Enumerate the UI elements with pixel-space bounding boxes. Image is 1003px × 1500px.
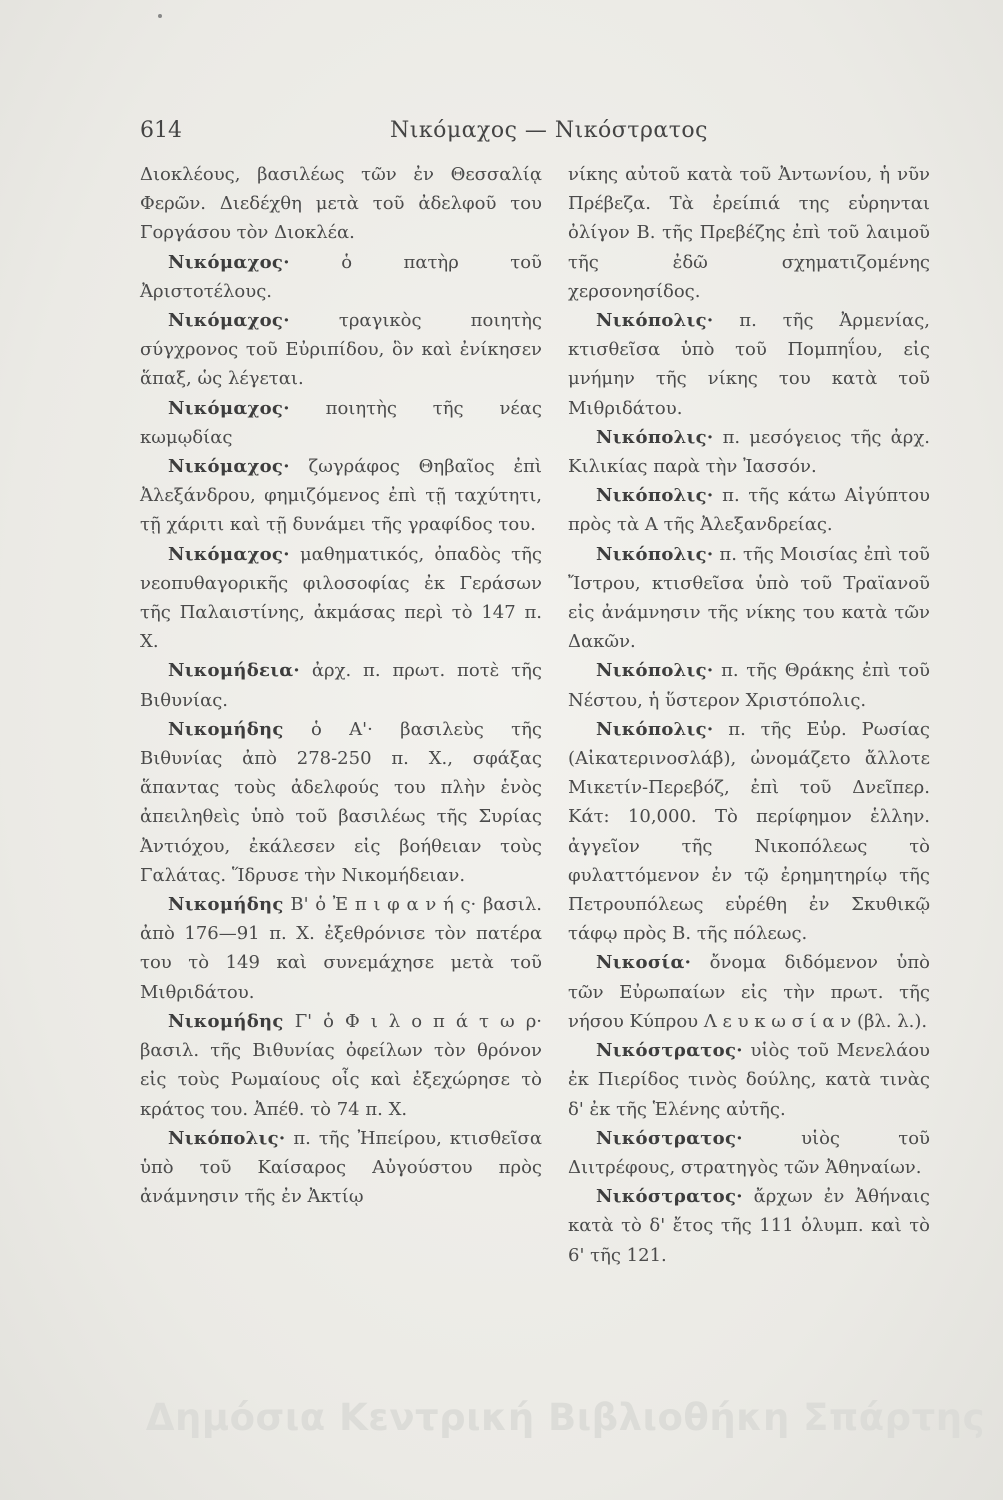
entry-headword: Νικόπολις· — [596, 426, 714, 448]
right-column — [568, 160, 930, 1270]
entry-text: υἱὸς τοῦ Διιτρέφους, στρατηγὸς τῶν Ἀθηναίων. — [568, 1127, 930, 1178]
dictionary-entry — [568, 1036, 930, 1124]
entry-headword: Νικόμαχος· — [168, 397, 290, 419]
entry-headword: Νικόπολις· — [596, 310, 714, 332]
dictionary-entry — [568, 160, 930, 306]
page-number: 614 — [140, 118, 182, 143]
library-watermark: Δημόσια Κεντρική Βιβλιοθήκη Σπάρτης — [145, 1396, 985, 1439]
entry-text: ὁ πατὴρ τοῦ Ἀριστοτέλους. — [140, 251, 542, 302]
dictionary-entry — [140, 306, 542, 394]
entry-headword: Νικόπολις· — [596, 543, 714, 565]
dictionary-entry — [140, 656, 542, 714]
dictionary-entry — [568, 948, 930, 1036]
entry-headword: Νικόπολις· — [596, 718, 714, 740]
entry-text: μαθηματικός, ὀπαδὸς τῆς νεοπυθαγορικῆς φιλοσοφίας ἐκ Γεράσων τῆς Παλαιστίνης, ἀκμάσας περὶ τὸ 147 π. Χ. — [140, 543, 542, 653]
entry-headword: Νικόμαχος· — [168, 543, 290, 565]
speck-mark — [158, 14, 162, 18]
dictionary-entry — [568, 423, 930, 481]
entry-text: π. τῆς Θράκης ἐπὶ τοῦ Νέστου, ἡ ὕστερον Χριστόπολις. — [568, 660, 930, 711]
entry-headword: Νικόμαχος· — [168, 456, 290, 478]
dictionary-entry — [140, 1124, 542, 1212]
dictionary-entry — [568, 656, 930, 714]
entry-headword: Νικόστρατος· — [596, 1127, 743, 1149]
dictionary-entry — [140, 540, 542, 657]
entry-text: π. τῆς Ἠπείρου, κτισθεῖσα ὑπὸ τοῦ Καίσαρος Αὐγούστου πρὸς ἀνάμνησιν τῆς ἐν Ἀκτίῳ — [140, 1127, 542, 1208]
entry-text: τραγικὸς ποιητὴς σύγχρονος τοῦ Εὐριπίδου, ὃν καὶ ἐνίκησεν ἅπαξ, ὡς λέγεται. — [140, 310, 542, 390]
entry-headword: Νικομήδεια· — [168, 660, 300, 682]
dictionary-entry — [568, 540, 930, 657]
entry-text: ὁ Α'· βασιλεὺς τῆς Βιθυνίας ἀπὸ 278-250 π. Χ., σφάξας ἅπαντας τοὺς ἀδελφούς του πλὴν ἑνὸς ἀπειληθεὶς ὑπὸ τοῦ βασιλέως τῆς Συρίας Ἀντιόχου, ἐκάλεσεν εἰς βοήθειαν τοὺς Γαλάτας. Ἵδρυσε τὴν Νικομήδειαν. — [140, 718, 542, 886]
left-column — [140, 160, 542, 1211]
entry-headword: Νικόμαχος· — [168, 251, 290, 273]
entry-headword: Νικομήδης — [168, 1010, 284, 1032]
entry-text: ζωγράφος Θηβαῖος ἐπὶ Ἀλεξάνδρου, φημιζόμενος ἐπὶ τῇ ταχύτητι, τῇ χάριτι καὶ τῇ δυνάμει τῆς γραφίδος του. — [140, 456, 542, 536]
entry-headword: Νικόμαχος· — [168, 310, 290, 332]
entry-headword: Νικόπολις· — [596, 485, 714, 507]
entry-text: ἀρχ. π. πρωτ. ποτὲ τῆς Βιθυνίας. — [140, 660, 542, 711]
dictionary-entry — [568, 1182, 930, 1270]
page-header — [140, 118, 720, 152]
dictionary-entry — [140, 715, 542, 890]
entry-text: π. τῆς κάτω Αἰγύπτου πρὸς τὰ Α τῆς Ἀλεξανδρείας. — [568, 485, 930, 536]
entry-text: νίκης αὐτοῦ κατὰ τοῦ Ἀντωνίου, ἡ νῦν Πρέβεζα. Τὰ ἐρείπιά της εὑρηνται ὀλίγον Β. τῆς Πρεβέζης ἐπὶ τοῦ λαιμοῦ τῆς ἐδῶ σχηματιζομένης χερσονησίδος. — [568, 164, 930, 302]
running-title: Νικόμαχος — Νικόστρατος — [390, 118, 708, 143]
entry-headword: Νικοσία· — [596, 952, 692, 974]
entry-headword: Νικομήδης — [168, 718, 284, 740]
entry-headword: Νικόπολις· — [168, 1127, 286, 1149]
entry-headword: Νικομήδης — [168, 894, 284, 916]
entry-text: Γ' ὁ Φ ι λ ο π ά τ ω ρ· βασιλ. τῆς Βιθυνίας ὀφείλων τὸν θρόνον εἰς τοὺς Ρωμαίους οἷς καὶ ἐξεχώρησε τὸ κράτος του. Ἀπέθ. τὸ 74 π. Χ. — [140, 1010, 542, 1120]
entry-text: ποιητὴς τῆς νέας κωμῳδίας — [140, 397, 542, 448]
entry-text: υἱὸς τοῦ Μενελάου ἐκ Πιερίδος τινὸς δούλης, κατὰ τινὰς δ' ἐκ τῆς Ἑλένης αὐτῆς. — [568, 1040, 930, 1120]
entry-headword: Νικόπολις· — [596, 660, 714, 682]
dictionary-entry — [140, 452, 542, 540]
entry-headword: Νικόστρατος· — [596, 1186, 743, 1208]
dictionary-entry — [140, 248, 542, 306]
entry-text: π. μεσόγειος τῆς ἀρχ. Κιλικίας παρὰ τὴν Ἰασσόν. — [568, 426, 930, 478]
dictionary-entry — [140, 1007, 542, 1124]
entry-text: Διοκλέους, βασιλέως τῶν ἐν Θεσσαλίᾳ Φερῶν. Διεδέχθη μετὰ τοῦ ἀδελφοῦ του Γοργάσου τὸν Διοκλέα. — [140, 164, 542, 244]
entry-text: π. τῆς Μοισίας ἐπὶ τοῦ Ἴστρου, κτισθεῖσα ὑπὸ τοῦ Τραϊανοῦ εἰς ἀνάμνησιν τῆς νίκης του κατὰ τῶν Δακῶν. — [568, 543, 930, 653]
entry-text: π. τῆς Ἀρμενίας, κτισθεῖσα ὑπὸ τοῦ Πομπηΐου, εἰς μνήμην τῆς νίκης του κατὰ τοῦ Μιθριδάτου. — [568, 310, 930, 419]
dictionary-entry — [568, 306, 930, 423]
dictionary-entry — [140, 890, 542, 1007]
entry-text: ἄρχων ἐν Ἀθήναις κατὰ τὸ δ' ἔτος τῆς 111 ὀλυμπ. καὶ τὸ 6' τῆς 121. — [568, 1186, 930, 1266]
entry-text: Β' ὁ Ἐ π ι φ α ν ή ς· βασιλ. ἀπὸ 176—91 π. Χ. ἐξεθρόνισε τὸν πατέρα του τὸ 149 καὶ συνεμάχησε μετὰ τοῦ Μιθριδάτου. — [140, 894, 542, 1003]
dictionary-entry — [568, 1124, 930, 1182]
entry-text: π. τῆς Εὐρ. Ρωσίας (Αἰκατερινοσλάβ), ὠνομάζετο ἄλλοτε Μικετίν-Περεβόζ, ἐπὶ τοῦ Δνεῖπερ. Κάτ: 10,000. Τὸ περίφημον ἑλλην. ἀγγεῖον τῆς Νικοπόλεως τὸ φυλαττόμενον ἐν τῷ ἐρημητηρίῳ τῆς Πετρουπόλεως εὑρέθη ἐν Σκυθικῷ τάφῳ πρὸς Β. τῆς πόλεως. — [568, 718, 930, 945]
dictionary-entry — [568, 481, 930, 539]
dictionary-entry — [568, 715, 930, 949]
dictionary-entry — [140, 394, 542, 452]
entry-text: ὄνομα διδόμενον ὑπὸ τῶν Εὐρωπαίων εἰς τὴν πρωτ. τῆς νήσου Κύπρου Λ ε υ κ ω σ ί α ν (βλ. λ.). — [568, 952, 930, 1032]
entry-headword: Νικόστρατος· — [596, 1040, 743, 1062]
dictionary-entry — [140, 160, 542, 248]
